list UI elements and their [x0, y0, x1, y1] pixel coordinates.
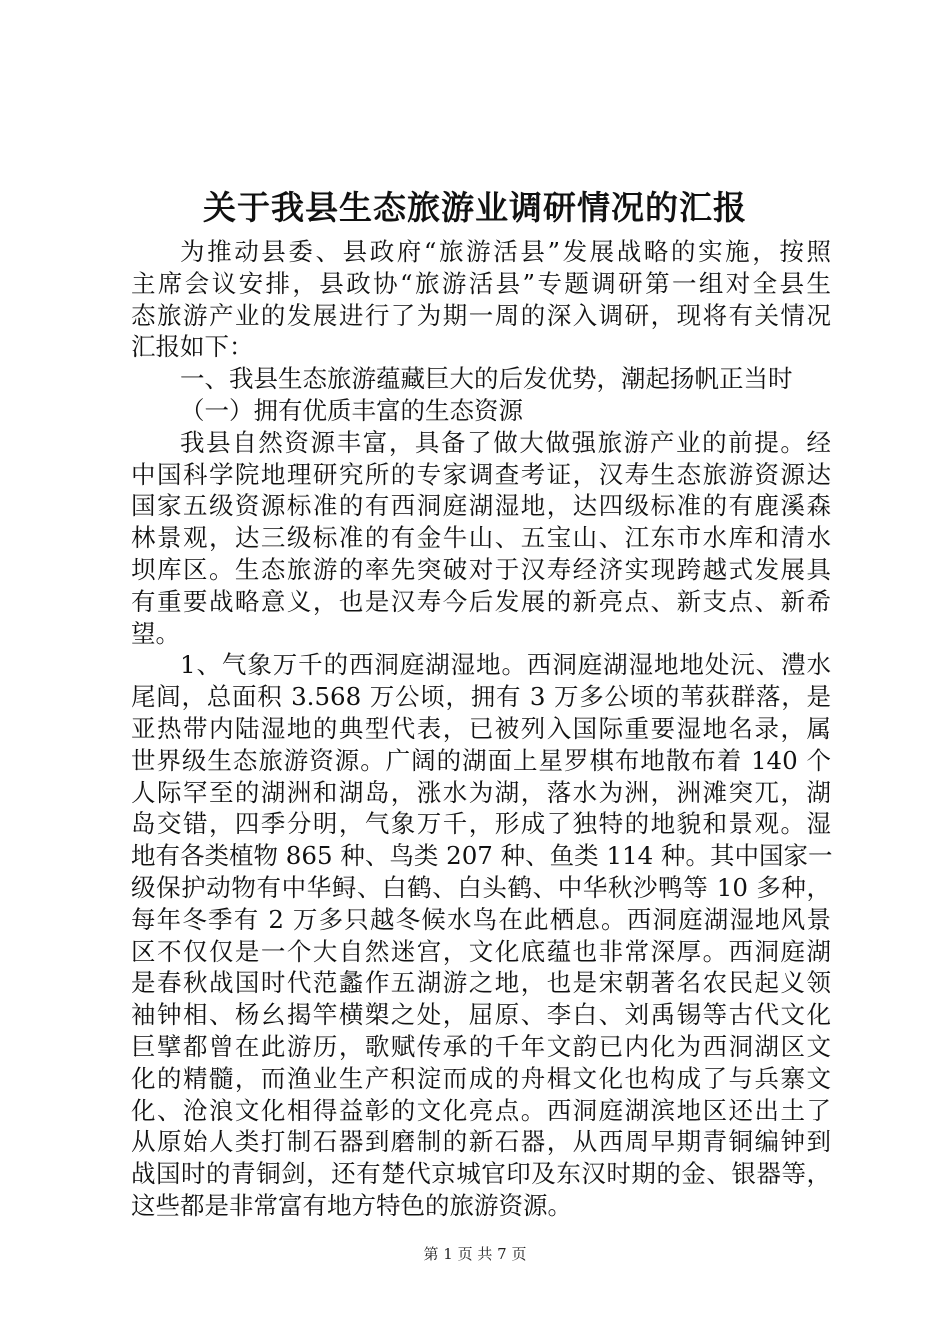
text-line: 坝库区。生态旅游的率先突破对于汉寿经济实现跨越式发展具	[131, 554, 831, 584]
page-footer: 第 1 页 共 7 页	[423, 1245, 527, 1263]
text-line: 化、沧浪文化相得益彰的文化亮点。西洞庭湖滨地区还出土了	[131, 1095, 831, 1125]
text-line: 望。	[131, 618, 180, 648]
text-line: 世界级生态旅游资源。广阔的湖面上星罗棋布地散布着 140 个	[131, 745, 831, 775]
text-line: 区不仅仅是一个大自然迷宫，文化底蕴也非常深厚。西洞庭湖	[131, 936, 831, 966]
document-title: 关于我县生态旅游业调研情况的汇报	[203, 188, 747, 227]
document-body	[131, 236, 831, 1222]
text-line: 我县自然资源丰富，具备了做大做强旅游产业的前提。经	[180, 427, 831, 457]
wetland-paragraph	[131, 649, 831, 1221]
text-line: 巨擘都曾在此游历，歌赋传承的千年文韵已内化为西洞湖区文	[131, 1031, 831, 1061]
resources-paragraph	[131, 427, 831, 650]
text-line: 战国时的青铜剑，还有楚代京城官印及东汉时期的金、银器等，	[131, 1159, 831, 1189]
text-line: 是春秋战国时代范蠡作五湖游之地，也是宋朝著名农民起义领	[131, 968, 831, 998]
section-heading-1	[131, 363, 831, 395]
text-line: 主席会议安排，县政协“旅游活县”专题调研第一组对全县生	[131, 268, 831, 298]
text-line: 亚热带内陆湿地的典型代表，已被列入国际重要湿地名录，属	[131, 713, 831, 743]
text-line: 地有各类植物 865 种、鸟类 207 种、鱼类 114 种。其中国家一	[131, 841, 833, 871]
text-line: 化的精髓，而渔业生产积淀而成的舟楫文化也构成了与兵寨文	[131, 1063, 831, 1093]
text-line: 林景观，达三级标准的有金牛山、五宝山、江东市水库和清水	[131, 523, 831, 553]
text-line: 中国科学院地理研究所的专家调查考证，汉寿生态旅游资源达	[131, 459, 831, 489]
text-line: 岛交错，四季分明，气象万千，形成了独特的地貌和景观。湿	[131, 809, 831, 839]
text-line: 这些都是非常富有地方特色的旅游资源。	[131, 1190, 572, 1220]
text-line: 每年冬季有 2 万多只越冬候水鸟在此栖息。西洞庭湖湿地风景	[131, 904, 831, 934]
text-line: 级保护动物有中华鲟、白鹤、白头鹤、中华秋沙鸭等 10 多种，	[131, 872, 831, 902]
subsection-heading-1	[131, 395, 831, 427]
text-line: 从原始人类打制石器到磨制的新石器，从西周早期青铜编钟到	[131, 1127, 831, 1157]
text-line: 态旅游产业的发展进行了为期一周的深入调研，现将有关情况	[131, 300, 831, 330]
text-line: 为推动县委、县政府“旅游活县”发展战略的实施，按照	[180, 237, 831, 266]
text-line: 一、我县生态旅游蕴藏巨大的后发优势，潮起扬帆正当时	[180, 364, 793, 394]
text-line: 袖钟相、杨幺揭竿横槊之处，屈原、李白、刘禹锡等古代文化	[131, 1000, 831, 1030]
intro-paragraph	[131, 236, 831, 363]
text-line: 有重要战略意义，也是汉寿今后发展的新亮点、新支点、新希	[131, 586, 831, 616]
text-line: 汇报如下：	[131, 332, 254, 362]
text-line: （一）拥有优质丰富的生态资源	[180, 395, 523, 425]
text-line: 1、气象万千的西洞庭湖湿地。西洞庭湖湿地地处沅、澧水	[180, 650, 831, 680]
text-line: 尾闾，总面积 3.568 万公顷，拥有 3 万多公顷的苇荻群落，是	[131, 682, 831, 712]
text-line: 国家五级资源标准的有西洞庭湖湿地，达四级标准的有鹿溪森	[131, 491, 831, 521]
text-line: 人际罕至的湖洲和湖岛，涨水为湖，落水为洲，洲滩突兀，湖	[131, 777, 831, 807]
